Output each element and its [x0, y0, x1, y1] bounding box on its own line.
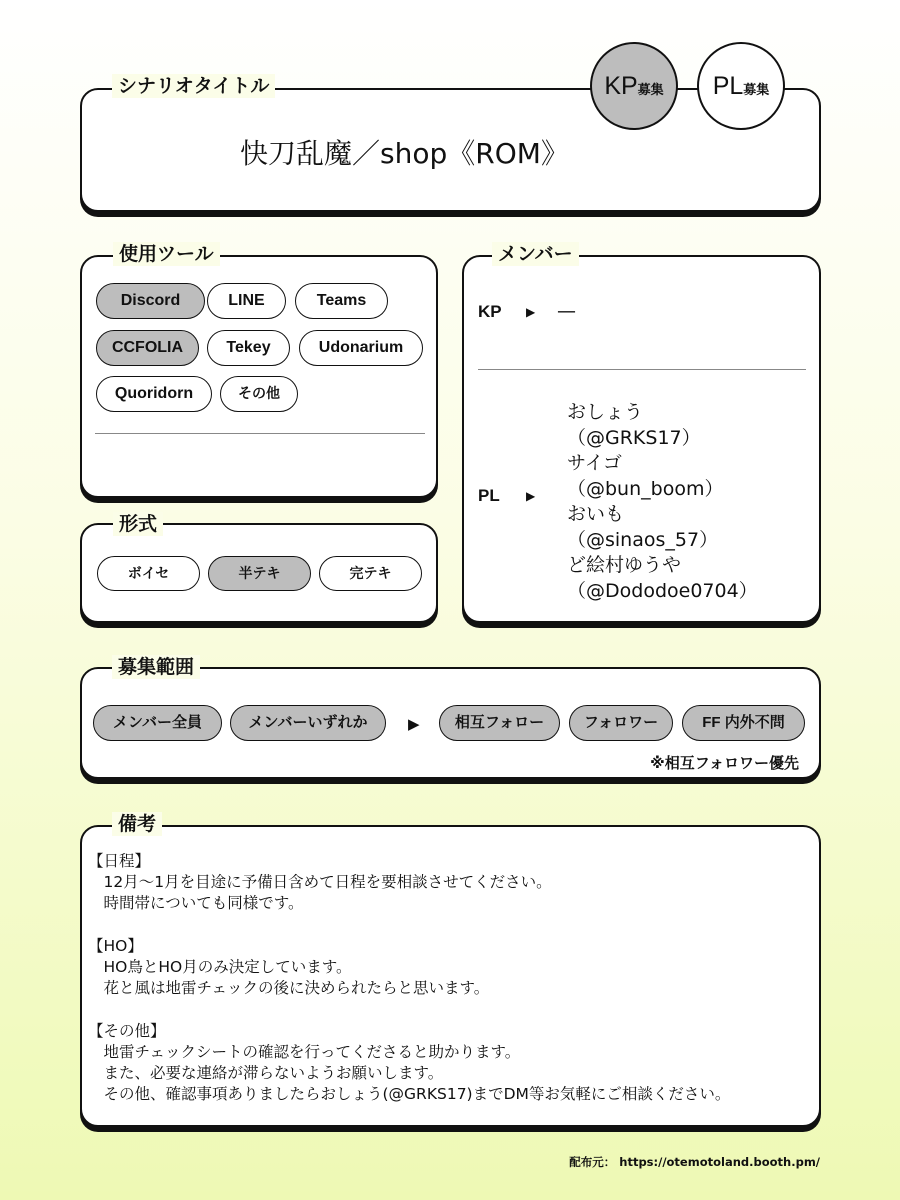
tools-section-label: 使用ツール	[113, 242, 220, 266]
kp-value: —	[557, 300, 576, 322]
members-divider	[478, 369, 806, 370]
remark-line: また、必要な連絡が滞らないようお願いします。	[88, 1064, 444, 1082]
player-name: おしょう	[567, 401, 644, 423]
player-handle[interactable]: （@GRKS17）	[567, 427, 701, 449]
tool-pill-7[interactable]: Quoridorn	[96, 376, 212, 412]
range-member-pill-1[interactable]: メンバー全員	[93, 705, 222, 741]
format-pill-1[interactable]: ボイセ	[97, 556, 200, 591]
pl-row-label: PL	[478, 486, 500, 505]
kp-badge-main: KP	[604, 72, 638, 100]
pl-arrow-icon: ▶	[526, 489, 536, 503]
range-member-pill-2[interactable]: メンバーいずれか	[230, 705, 386, 741]
range-follow-pill-3[interactable]: FF 内外不問	[682, 705, 805, 741]
pl-badge-sub: 募集	[743, 83, 770, 98]
kp-arrow-icon: ▶	[526, 305, 536, 319]
player-name: ど絵村ゆうや	[567, 554, 682, 576]
pl-badge-main: PL	[712, 72, 744, 100]
tool-pill-1[interactable]: Discord	[96, 283, 205, 319]
kp-recruit-badge[interactable]	[590, 42, 678, 130]
range-follow-pill-1[interactable]: 相互フォロー	[439, 705, 560, 741]
range-arrow-icon: ▶	[408, 715, 420, 733]
player-name: サイゴ	[567, 452, 622, 474]
footer-credit: 配布元： https://otemotoland.booth.pm/	[569, 1155, 820, 1169]
tools-divider	[95, 433, 425, 434]
tool-pill-2[interactable]: LINE	[207, 283, 286, 319]
remark-line: 12月〜1月を目途に予備日含めて日程を要相談させてください。	[88, 873, 552, 892]
remark-line: 【その他】	[88, 1021, 166, 1040]
members-section-label: メンバー	[492, 242, 579, 266]
format-section-label: 形式	[113, 512, 163, 536]
player-handle[interactable]: （@sinaos_57）	[567, 529, 719, 551]
remark-line: 【HO】	[88, 936, 143, 955]
remarks-section-label: 備考	[112, 812, 162, 836]
kp-row-label: KP	[478, 302, 502, 321]
tool-pill-3[interactable]: Teams	[295, 283, 388, 319]
tool-pill-4[interactable]: CCFOLIA	[96, 330, 199, 366]
tool-pill-8[interactable]: その他	[220, 376, 298, 412]
title-section-label: シナリオタイトル	[112, 74, 275, 98]
remark-line: 地雷チェックシートの確認を行ってくださると助かります。	[88, 1042, 521, 1061]
pl-recruit-badge[interactable]	[697, 42, 785, 130]
kp-badge-sub: 募集	[637, 83, 664, 98]
tool-pill-5[interactable]: Tekey	[207, 330, 290, 366]
remark-line: 【日程】	[88, 852, 151, 870]
player-name: おいも	[567, 503, 625, 525]
recruit-range-label: 募集範囲	[112, 655, 200, 679]
player-handle[interactable]: （@Dododoe0704）	[567, 580, 758, 602]
range-follow-pill-2[interactable]: フォロワー	[569, 705, 673, 741]
format-pill-2[interactable]: 半テキ	[208, 556, 311, 591]
remark-line: 花と風は地雷チェックの後に決められたらと思います。	[88, 979, 490, 998]
scenario-title: 快刀乱魔／shop《ROM》	[240, 137, 569, 170]
recruit-note: ※相互フォロワー優先	[650, 754, 799, 772]
remark-line: その他、確認事項ありましたらおしょう(@GRKS17)までDM等お気軽にご相談ください。	[88, 1085, 731, 1104]
format-pill-3[interactable]: 完テキ	[319, 556, 422, 591]
tool-pill-6[interactable]: Udonarium	[299, 330, 423, 366]
remark-line: HO鳥とHO月のみ決定しています。	[88, 958, 352, 976]
remark-line: 時間帯についても同様です。	[88, 894, 304, 913]
player-handle[interactable]: （@bun_boom）	[567, 478, 724, 500]
